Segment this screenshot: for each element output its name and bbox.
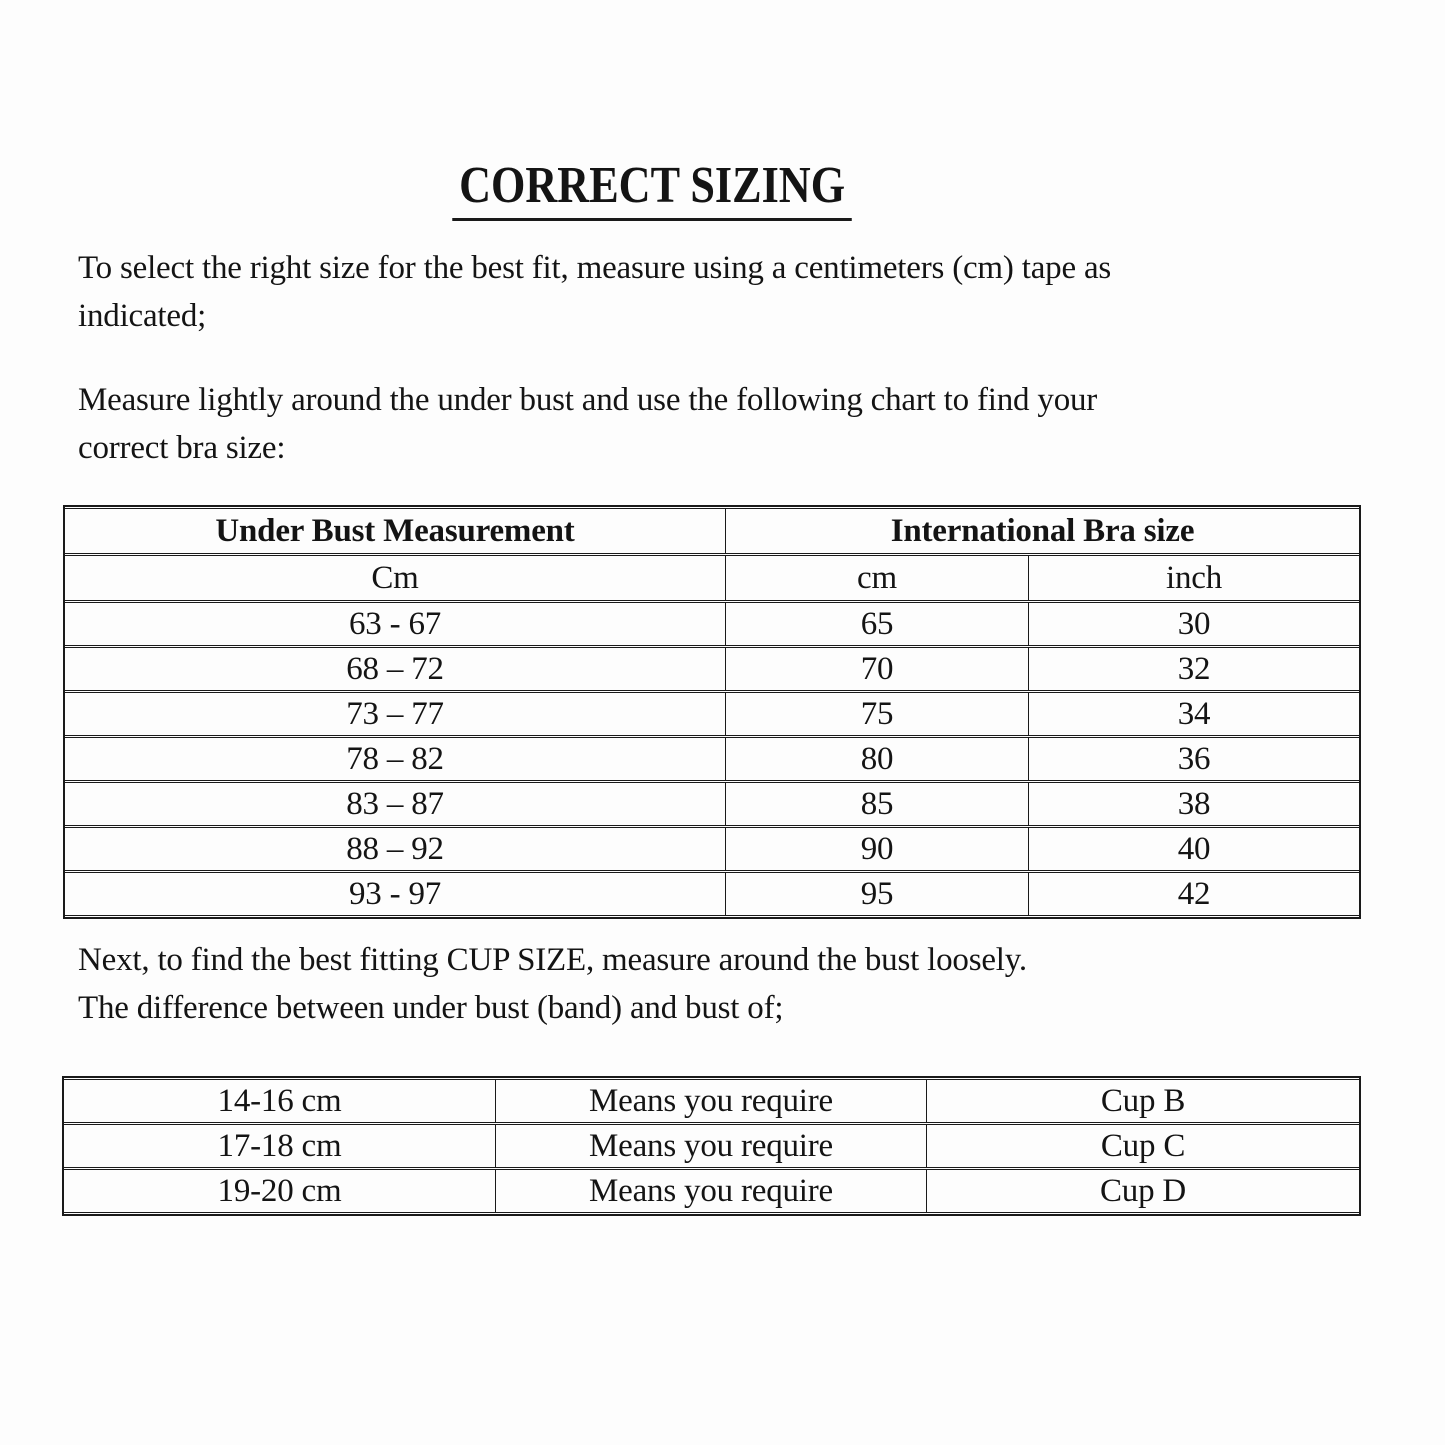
under-bust-range: 88 – 92 (65, 827, 726, 871)
table-row (64, 1124, 1359, 1168)
cup-size: Cup D (927, 1169, 1359, 1213)
bra-size-inch: 32 (1029, 647, 1359, 691)
under-bust-range: 63 - 67 (65, 602, 726, 646)
table-row (65, 782, 1359, 826)
band-table-subheader-row (65, 555, 1359, 601)
band-instruction-line-1: Measure lightly around the under bust and use the following chart to find your (78, 382, 1098, 418)
bra-size-cm: 75 (726, 692, 1029, 736)
under-bust-range: 83 – 87 (65, 782, 726, 826)
requirement-label: Means you require (496, 1124, 927, 1168)
bra-size-cm: 65 (726, 602, 1029, 646)
cup-size: Cup C (927, 1124, 1359, 1168)
cup-size: Cup B (927, 1079, 1359, 1123)
page-title: CORRECT SIZING (453, 156, 853, 221)
cup-instruction-line-2: The difference between under bust (band) and bust of; (78, 990, 784, 1026)
intro-line-2: indicated; (78, 298, 207, 334)
intro-paragraph (78, 244, 1111, 340)
bra-size-inch: 42 (1029, 872, 1359, 916)
requirement-label: Means you require (496, 1169, 927, 1213)
bra-size-inch: 40 (1029, 827, 1359, 871)
bust-difference: 17-18 cm (64, 1124, 496, 1168)
table-row (64, 1079, 1359, 1123)
cup-instruction-paragraph (78, 936, 1027, 1032)
bra-size-inch: 36 (1029, 737, 1359, 781)
bra-size-cm: 70 (726, 647, 1029, 691)
bra-size-inch: 30 (1029, 602, 1359, 646)
bra-size-inch: 38 (1029, 782, 1359, 826)
bra-size-cm: 95 (726, 872, 1029, 916)
cup-size-table (62, 1076, 1361, 1216)
band-table-subheader-cm-caps: Cm (65, 555, 726, 601)
under-bust-range: 73 – 77 (65, 692, 726, 736)
cup-instruction-line-1: Next, to find the best fitting CUP SIZE, measure around the bust loosely. (78, 942, 1027, 978)
table-row (65, 692, 1359, 736)
requirement-label: Means you require (496, 1079, 927, 1123)
bust-difference: 19-20 cm (64, 1169, 496, 1213)
table-row (65, 827, 1359, 871)
table-row (65, 602, 1359, 646)
table-row (65, 872, 1359, 916)
band-instruction-line-2: correct bra size: (78, 430, 286, 466)
bra-size-inch: 34 (1029, 692, 1359, 736)
band-table-header-row (65, 508, 1359, 554)
bust-difference: 14-16 cm (64, 1079, 496, 1123)
band-table-header-under-bust: Under Bust Measurement (65, 508, 726, 554)
bra-size-cm: 85 (726, 782, 1029, 826)
band-instruction-paragraph (78, 376, 1097, 472)
table-row (65, 737, 1359, 781)
table-row (64, 1169, 1359, 1213)
under-bust-range: 68 – 72 (65, 647, 726, 691)
bra-size-cm: 90 (726, 827, 1029, 871)
under-bust-range: 93 - 97 (65, 872, 726, 916)
intro-line-1: To select the right size for the best fit, measure using a centimeters (cm) tape as (78, 250, 1112, 286)
bra-size-cm: 80 (726, 737, 1029, 781)
title-container (0, 156, 1305, 221)
band-size-table (63, 505, 1361, 919)
table-row (65, 647, 1359, 691)
band-table-subheader-inch: inch (1029, 555, 1359, 601)
band-table-subheader-cm: cm (726, 555, 1029, 601)
band-table-header-bra-size: International Bra size (726, 508, 1359, 554)
under-bust-range: 78 – 82 (65, 737, 726, 781)
